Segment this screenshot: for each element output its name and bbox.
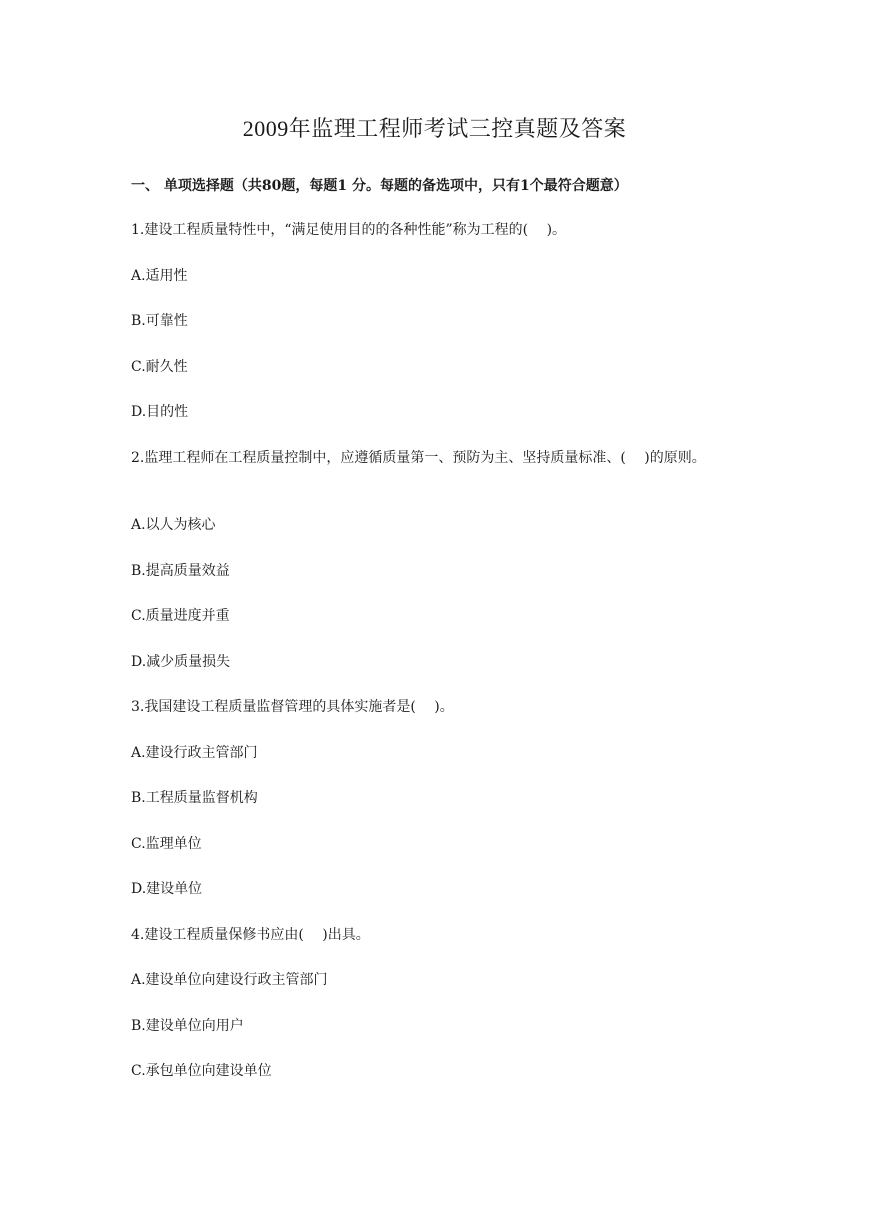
- answer-option: C.质量进度并重: [131, 608, 230, 624]
- answer-option: C.监理单位: [131, 836, 202, 852]
- answer-option: D.目的性: [131, 404, 189, 420]
- answer-option: B.工程质量监督机构: [131, 790, 258, 806]
- answer-option: A.建设行政主管部门: [131, 745, 258, 761]
- answer-option: C.承包单位向建设单位: [131, 1063, 272, 1079]
- answer-option: B.可靠性: [131, 313, 188, 329]
- answer-option: A.建设单位向建设行政主管部门: [131, 972, 328, 988]
- question-stem: 3.我国建设工程质量监督管理的具体实施者是( )。: [131, 699, 454, 715]
- answer-option: A.以人为核心: [131, 517, 216, 533]
- question-stem: 1.建设工程质量特性中，“满足使用目的的各种性能”称为工程的( )。: [131, 222, 567, 238]
- answer-option: A.适用性: [131, 268, 188, 284]
- answer-option: B.提高质量效益: [131, 563, 230, 579]
- answer-option: C.耐久性: [131, 359, 188, 375]
- question-stem: 2.监理工程师在工程质量控制中，应遵循质量第一、预防为主、坚持质量标准、( )的原则。: [131, 450, 706, 466]
- answer-option: B.建设单位向用户: [131, 1018, 244, 1034]
- section-heading: 一、 单项选择题（共80题，每题1 分。每题的备选项中，只有1个最符合题意）: [131, 178, 628, 194]
- answer-option: D.减少质量损失: [131, 654, 231, 670]
- question-stem: 4.建设工程质量保修书应由( )出具。: [131, 927, 370, 943]
- answer-option: D.建设单位: [131, 881, 203, 897]
- document-title: 2009年监理工程师考试三控真题及答案: [242, 116, 627, 141]
